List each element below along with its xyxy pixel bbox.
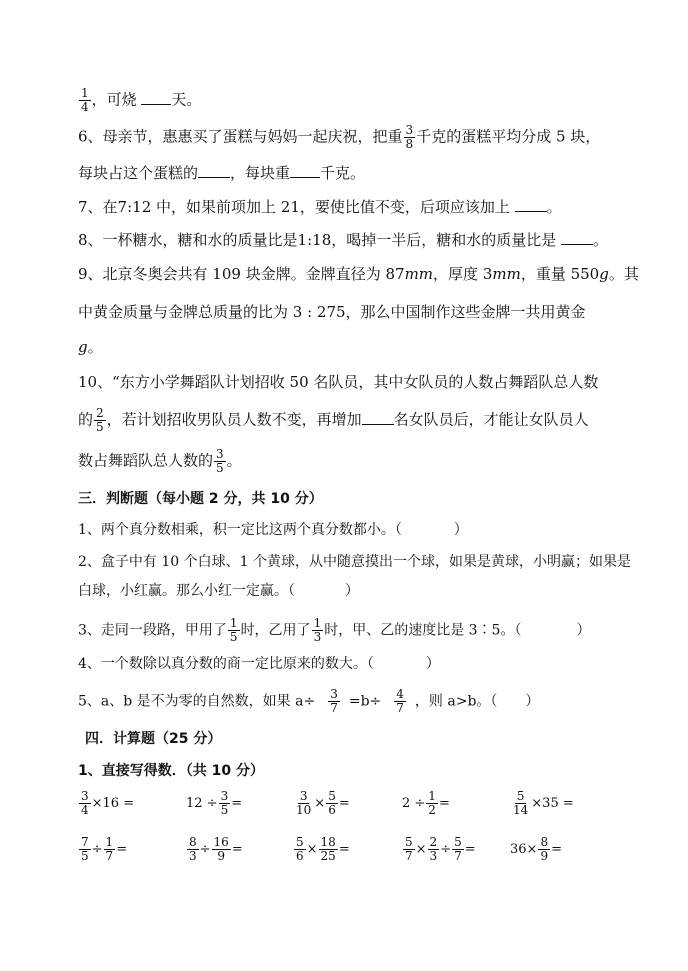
question-9-line3: g。	[78, 338, 103, 356]
section-4-title: 四．计算题（25 分）	[85, 731, 222, 747]
question-9-line2: 中黄金质量与金牌总质量的比为 3 : 275，那么中国制作这些金牌一共用黄金	[78, 303, 586, 321]
calc-item: 12 ÷ $\frac{3}{5}$ =	[186, 789, 243, 817]
judge-5: 5、a、b 是不为零的自然数，如果 a÷ $\frac{3}{7}$ =b÷ $\frac{4}{7}$ ，则 a>b。（ ）	[78, 687, 540, 715]
answer-blank[interactable]	[561, 230, 593, 245]
judge-2: 2、盒子中有 10 个白球、1 个黄球，从中随意摸出一个球，如果是黄球，小明赢；如果是	[78, 554, 631, 570]
judge-1: 1、两个真分数相乘，积一定比这两个真分数都小。（ ）	[78, 522, 468, 538]
answer-blank[interactable]	[362, 410, 394, 425]
calc-item: $\frac{7}{5}$ ÷ $\frac{1}{7}$ =	[81, 835, 128, 863]
calc-item: 36× $\frac{8}{9}$ =	[510, 835, 562, 863]
judge-4: 4、一个数除以真分数的商一定比原来的数大。（ ）	[78, 656, 440, 672]
judge-2-line2: 白球，小红赢。那么小红一定赢。（ ）	[78, 583, 359, 599]
question-6: 6、母亲节，惠惠买了蛋糕与妈妈一起庆祝，把重 $\frac{3}{8}$ 千克的蛋糕平均分成 5 块，	[78, 123, 601, 151]
fraction: $\frac{1}{5}$	[229, 616, 238, 644]
fraction: $\frac{3}{5}$	[216, 447, 224, 475]
section-3-title: 三．判断题（每小题 2 分，共 10 分）	[78, 491, 323, 507]
section-4-sub: 1、直接写得数．（共 10 分）	[78, 763, 264, 779]
fraction: $\frac{1}{3}$	[313, 616, 322, 644]
question-10-line2: 的 $\frac{2}{5}$ ，若计划招收男队员人数不变，再增加 名女队员后，才能让女队员人	[78, 406, 589, 434]
answer-blank[interactable]	[198, 163, 230, 178]
fraction: $\frac{3}{8}$	[405, 123, 414, 151]
answer-blank[interactable]	[290, 163, 320, 178]
judge-3: 3、走同一段路，甲用了 $\frac{1}{5}$ 时，乙用了 $\frac{1}{3}$ 时，甲、乙的速度比是 3∶5。（ ）	[78, 616, 591, 644]
calc-item: $\frac{3}{4}$ ×16 =	[81, 789, 135, 817]
question-7: 7、在7:12 中，如果前项加上 21，要使比值不变，后项应该加上 。	[78, 198, 562, 216]
question-8: 8、一杯糖水，糖和水的质量比是1:18，喝掉一半后，糖和水的质量比是 。	[78, 231, 609, 249]
calc-item: $\frac{5}{14}$ ×35 =	[513, 789, 574, 817]
question-9: 9、北京冬奥会共有 109 块金牌。金牌直径为 87mm，厚度 3mm，重量 550g。其	[78, 265, 639, 283]
question-10: 10、“东方小学舞蹈队计划招收 50 名队员，其中女队员的人数占舞蹈队总人数	[78, 373, 599, 391]
question-10-line3: 数占舞蹈队总人数的 $\frac{3}{5}$ 。	[78, 447, 242, 475]
calc-item: $\frac{5}{6}$ × $\frac{18}{25}$ =	[296, 835, 350, 863]
fraction: $\frac{3}{7}$	[330, 687, 338, 715]
answer-blank[interactable]	[141, 90, 171, 105]
fraction: $\frac{2}{5}$	[96, 406, 104, 434]
calc-item: $\frac{3}{10}$ × $\frac{5}{6}$ =	[296, 789, 350, 817]
calc-item: $\frac{8}{3}$ ÷ $\frac{16}{9}$ =	[189, 835, 243, 863]
fraction: $\frac{4}{7}$	[396, 687, 404, 715]
answer-blank[interactable]	[515, 197, 547, 212]
calc-item: 2 ÷ $\frac{1}{2}$ =	[402, 789, 450, 817]
question-6-line2: 每块占这个蛋糕的 ，每块重 千克。	[78, 164, 366, 182]
calc-item: $\frac{5}{7}$ × $\frac{2}{3}$ ÷ $\frac{5}{7}$ =	[405, 835, 476, 863]
q5-tail: $\frac{1}{4}$ ，可烧 天。	[81, 86, 202, 114]
fraction: $\frac{1}{4}$	[81, 86, 89, 114]
